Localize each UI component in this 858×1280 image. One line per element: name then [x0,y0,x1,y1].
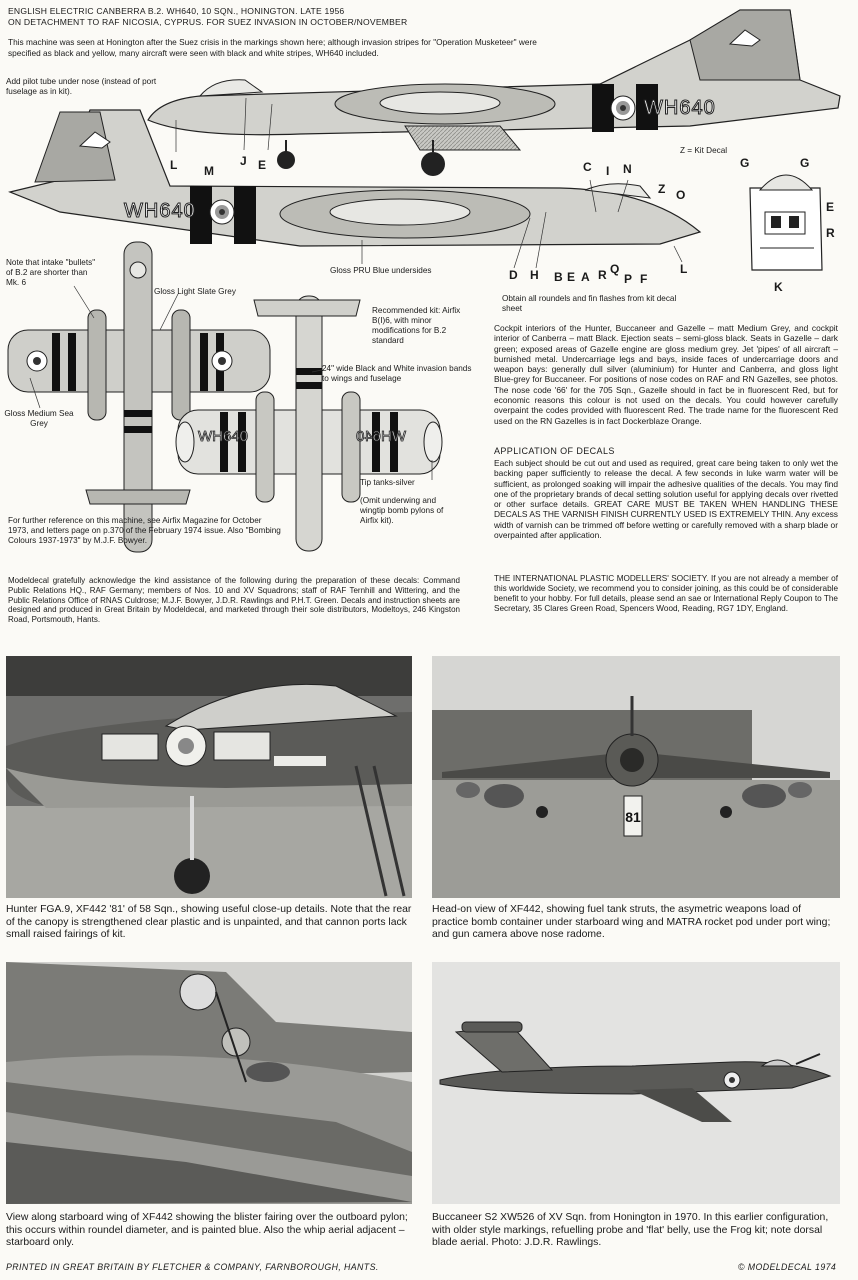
note-intake: Note that intake "bullets" of B.2 are shorter than Mk. 6 [6,258,96,287]
serial-top: WH640 [644,97,716,119]
note-pitot: Add pilot tube under nose (instead of port fuselage as in kit). [6,77,157,96]
footer-printer: PRINTED IN GREAT BRITAIN BY FLETCHER & COMPANY, FARNBOROUGH, HANTS. [6,1262,379,1272]
note-bands: 24" wide Black and White invasion bands to wings and fuselage [322,364,472,383]
photo-buccaneer [432,962,840,1204]
label-Q: Q [610,262,620,276]
note-kit-decal: Z = Kit Decal [680,146,728,155]
label-L: L [170,158,178,172]
label-M: M [204,164,214,178]
header-line-2: ON DETACHMENT TO RAF NICOSIA, CYPRUS. FOR SUEZ INVASION IN OCTOBER/NOVEMBER [8,16,408,27]
footer-copyright: © MODELDECAL 1974 [738,1262,837,1272]
label-Z: Z [658,182,666,196]
photo-hunter-closeup [6,656,412,898]
application-text: Each subject should be cut out and used as required, great care being taken to only wet the backing paper sufficiently to release the decal. A few seconds in luke warm water will be sufficient, as prolonged soaking will impair the adhesive qualities of the decals. You may find one of the proprietary brands of decal setting solution useful for applying decals over rivetted or other surface details. GREAT CARE MUST BE TAKEN WHEN HANDLING THESE DECALS AS THE VARNISH FINISH CURRENTLY USED IS EXTREMELY THIN. Any excess width of varnish can be trimmed off before wetting or carefully removed with a sharp blade or overpainted after application. [494,458,838,541]
application-heading: APPLICATION OF DECALS [494,446,615,456]
ejection-seat-diagram [750,175,822,270]
label-B: B [554,270,563,284]
label-seat-R: R [826,226,835,240]
caption-photo-3: View along starboard wing of XF442 showing the blister fairing over the outboard pylon; this occurs within roundel diameter, and is painted blue. Also the whip aerial adjacent – starboard only. [6,1212,408,1249]
label-D: D [509,268,518,282]
label-L2: L [680,262,688,276]
photo-hunter-wing [6,962,412,1204]
label-H: H [530,268,539,282]
serial-underwing-left: WH640 [198,428,249,445]
photo-hunter-head-on [432,656,840,898]
cockpit-colours-text: Cockpit interiors of the Hunter, Buccaneer and Gazelle – matt Medium Grey, and cockpit interior of Canberra – matt Black. Ejection seats – semi-gloss black. Seats in Gazelle – dark green; exposed areas of Gazelle engine are gloss medium grey. Jet 'pipes' of all aircraft – burnished metal. Undercarriage legs and bays, inside faces of undercarriage doors and weapon bays: generally dull silver (aluminium) for Hunter and Canberra, and gloss light Blue-grey for Buccaneer. For positions of nose codes on RAF and RN Gazelles, see photos. The nose code '66' for the 705 Sqn., Gazelle should in fact be in fluorescent Red, but for economic reasons this colour is not used on the decals. You could however carefully overpaint the codes provided with fluorescent Red. The trade name for the fluorescent Red used on the RN Gazelles is in fact Dockerblaze Orange. [494,323,838,426]
label-C: C [583,160,592,174]
note-slate: Gloss Light Slate Grey [154,287,236,296]
label-seat-E: E [826,200,835,214]
note-undersides: Gloss PRU Blue undersides [330,266,432,275]
note-sea-grey: Gloss Medium Sea Grey [4,409,74,428]
note-recommended: Recommended kit: Airfix B(I)6, with minor modifications for B.2 standard [372,306,461,345]
label-seat-G2: G [800,156,810,170]
label-R: R [598,268,607,282]
ipms-text: THE INTERNATIONAL PLASTIC MODELLERS' SOCIETY. If you are not already a member of this worldwide Society, we recommend you to consider joining, as this could be of considerable benefit to your hobby. For full details, please send an sae or International Reply Coupon to The Secretary, 35 Clares Green Road, Spencers Wood, Reading, RG7 1DY, England. [494,574,838,613]
label-J: J [240,154,247,168]
header-line-1: ENGLISH ELECTRIC CANBERRA B.2. WH640, 10 SQN., HONINGTON. LATE 1956 [8,6,345,16]
label-seat-K: K [774,280,783,294]
label-A: A [581,270,590,284]
side-view-top [148,10,840,176]
note-further-reference: For further reference on this machine, see Airfix Magazine for October 1973, and letters page on p.370 of the February 1974 issue. Also "Bombing Colours 1937-1973" by M.J.F. Bowyer. [8,516,281,545]
label-I: I [606,164,610,178]
label-N: N [623,162,632,176]
label-E2: E [567,270,576,284]
label-F: F [640,272,648,286]
caption-photo-4: Buccaneer S2 XW526 of XV Sqn. from Honington in 1970. In this earlier configuration, with older style markings, refuelling probe and 'flat' belly, use the Frog kit; note dorsal blade aerial. Photo: J.D.R. Rawlings. [432,1212,829,1249]
caption-photo-1: Hunter FGA.9, XF442 '81' of 58 Sqn., showing useful close-up details. Note that the rear of the canopy is strengthened clear plastic and is unpainted, and that cannon ports lack small raised fairings of kit. [6,904,412,941]
label-O: O [676,188,686,202]
serial-underwing-right: WH640 [356,428,407,445]
acknowledgement-text: Modeldecal gratefully acknowledge the kind assistance of the following during the preparation of these decals: Command Public Relations HQ., RAF Germany; members of Nos. 10 and XV Squadrons; staff of RAF Ternhill and Wittering, and the Public Relations Office of RNAS Culdrose; M.J.F. Bowyer, J.D.R. Rawlings and P.H.T. Green. Decals and instruction sheets are designed and produced in Great Britain by Modeldecal, and marketed through their sole distributors, Modeltoys, 246 Kingston Road, Portsmouth, Hants. [8,576,460,625]
label-P: P [624,272,633,286]
note-tip-tanks: Tip tanks-silver [360,478,415,487]
caption-photo-2: Head-on view of XF442, showing fuel tank struts, the asymetric weapons load of practice bomb container under starboard wing and MATRA rocket pod under port wing; and gun camera above nose radome. [432,904,831,941]
serial-bottom: WH640 [124,200,196,222]
header-intro: This machine was seen at Honington after the Suez crisis in the markings shown here; although invasion stripes for "Operation Musketeer" were specified as black and yellow, many aircraft were seen with black and white stripes, WH640 included. [8,37,537,58]
label-E: E [258,158,267,172]
note-omit: (Omit underwing and wingtip bomb pylons of Airfix kit). [360,496,444,525]
label-seat-G1: G [740,156,750,170]
hunter-nose-code: 81 [625,809,641,825]
note-roundels: Obtain all roundels and fin flashes from kit decal sheet [502,294,677,313]
